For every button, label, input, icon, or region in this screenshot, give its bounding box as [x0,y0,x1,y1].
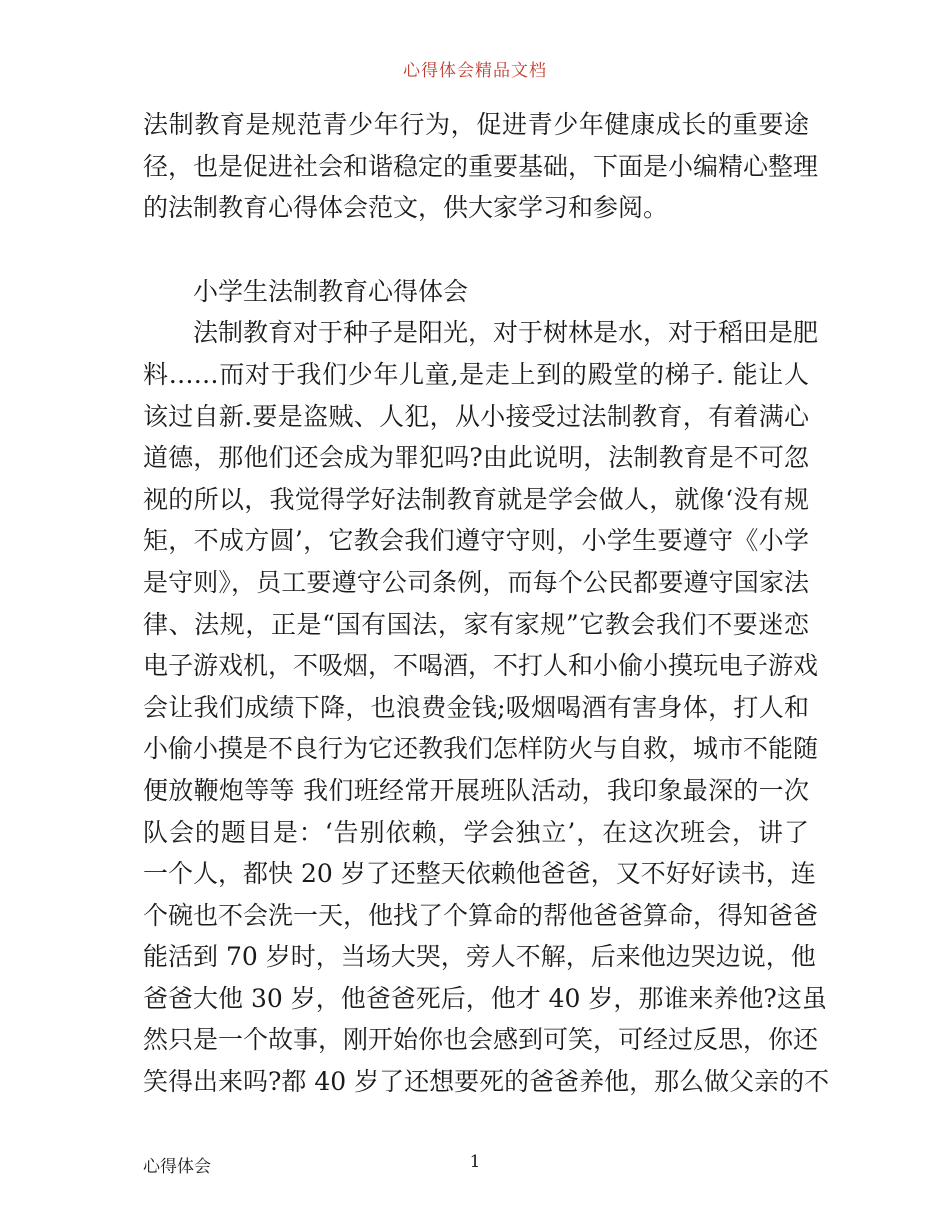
body-line: 视的所以，我觉得学好法制教育就是学会做人，就像‘没有规 [143,484,809,514]
body-line: 一个人，都快 20 岁了还整天依赖他爸爸，又不好好读书，连 [143,859,816,889]
paragraph-gap [143,229,809,271]
body-line: 矩，不成方圆’，它教会我们遵守守则，小学生要遵守《小学 [143,526,809,556]
body-line: 该过自新.要是盗贼、人犯，从小接受过法制教育，有着满心 [143,401,809,431]
body-line: 爸爸大他 30 岁，他爸爸死后，他才 40 岁，那谁来养他?这虽 [143,983,827,1013]
body-line: 律、法规，正是“国有国法，家有家规”它教会我们不要迷恋 [143,609,809,639]
body-line: 然只是一个故事，刚开始你也会感到可笑，可经过反思，你还 [143,1025,819,1055]
document-body [143,104,830,1103]
page-footer-label: 心得体会 [143,1157,211,1177]
body-line: 个碗也不会洗一天，他找了个算命的帮他爸爸算命，得知爸爸 [143,900,819,930]
body-line: 法制教育对于种子是阳光，对于树林是水，对于稻田是肥 [193,318,819,348]
body-line: 队会的题目是：‘告别依赖，学会独立’，在这次班会，讲了 [143,817,809,847]
body-line: 会让我们成绩下降，也浪费金钱;吸烟喝酒有害身体，打人和 [143,692,809,722]
body-line: 电子游戏机，不吸烟，不喝酒，不打人和小偷小摸玩电子游戏 [143,651,819,681]
body-line: 能活到 70 岁时，当场大哭，旁人不解，后来他边哭边说，他 [143,942,816,972]
page-number: 1 [469,1152,481,1172]
body-line: 小偷小摸是不良行为它还教我们怎样防火与自救，城市不能随 [143,734,819,764]
intro-line: 径，也是促进社会和谐稳定的重要基础，下面是小编精心整理 [143,151,819,181]
body-line: 料……而对于我们少年儿童,是走上到的殿堂的梯子. 能让人 [143,359,809,389]
body-line: 是守则》，员工要遵守公司条例，而每个公民都要遵守国家法 [143,567,809,597]
body-line: 道德，那他们还会成为罪犯吗?由此说明，法制教育是不可忽 [143,443,809,473]
section-heading: 小学生法制教育心得体会 [193,276,469,306]
body-line: 便放鞭炮等等 我们班经常开展班队活动，我印象最深的一次 [143,775,809,805]
body-line: 笑得出来吗?都 40 岁了还想要死的爸爸养他，那么做父亲的不 [143,1067,830,1097]
intro-line: 的法制教育心得体会范文，供大家学习和参阅。 [143,193,669,223]
page-header-title: 心得体会精品文档 [403,61,547,81]
intro-line: 法制教育是规范青少年行为，促进青少年健康成长的重要途 [143,110,809,139]
